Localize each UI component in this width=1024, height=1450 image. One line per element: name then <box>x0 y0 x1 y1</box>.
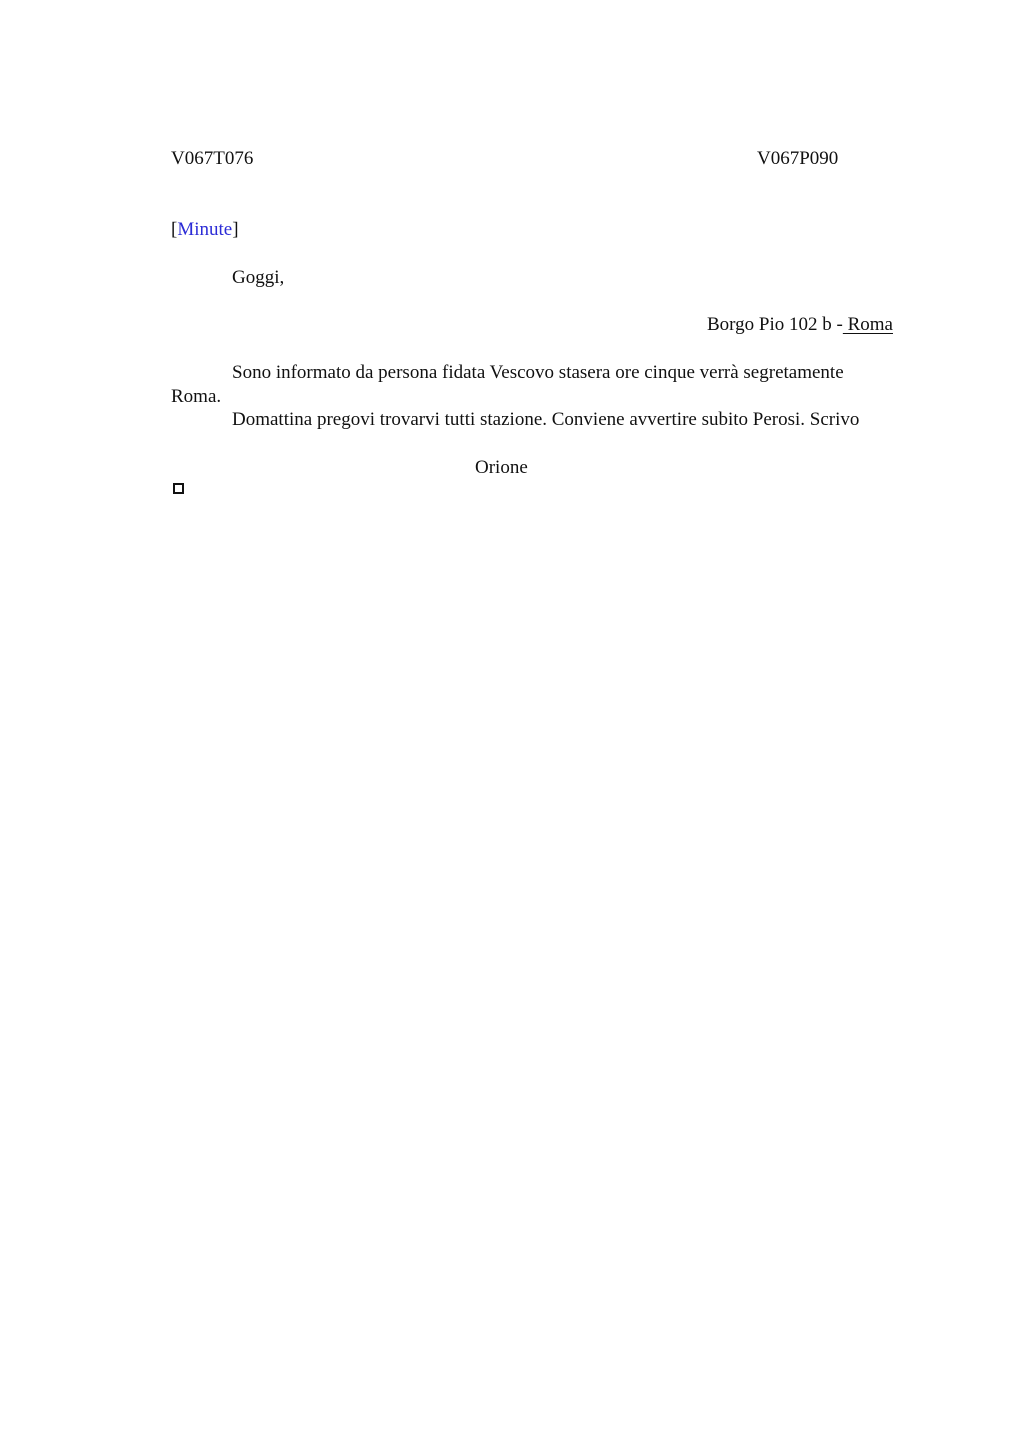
address-city: Roma <box>842 314 893 335</box>
body-line-1: Sono informato da persona fidata Vescovo stasera ore cinque verrà segretamente <box>232 362 844 383</box>
signature: Orione <box>475 457 528 478</box>
recipient: Goggi, <box>232 267 285 288</box>
body-line-1-continuation: Roma. <box>171 386 222 407</box>
bracket-open: [ <box>171 219 178 240</box>
document-code-right: V067P090 <box>757 148 839 169</box>
hollow-square-icon <box>173 483 184 494</box>
address-prefix: Borgo Pio 102 b - <box>707 314 843 335</box>
document-code-left: V067T076 <box>171 148 254 169</box>
bracket-close: ] <box>232 219 239 240</box>
minute-link[interactable]: Minute <box>177 219 233 240</box>
document-type <box>171 220 239 239</box>
body-line-2: Domattina pregovi trovarvi tutti stazione. Conviene avvertire subito Perosi. Scrivo <box>232 409 860 430</box>
address-line <box>707 315 893 334</box>
